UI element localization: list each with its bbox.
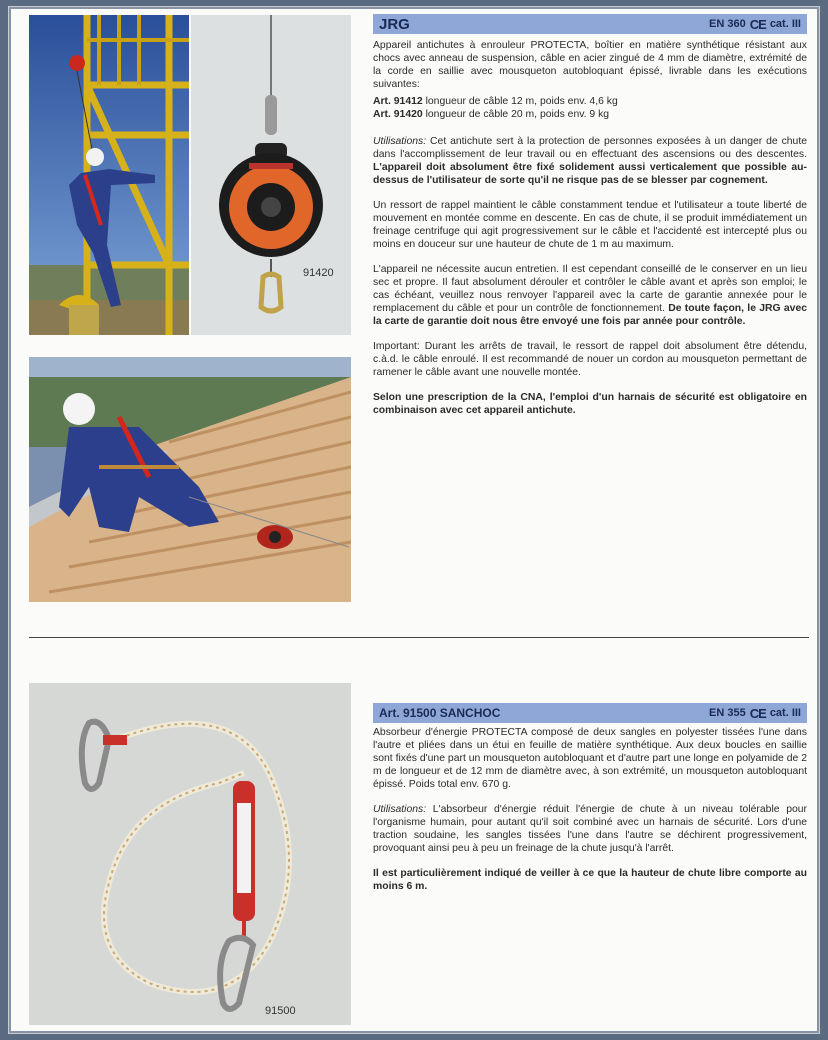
note-bold: Il est particulièrement indiqué de veiller à ce que la hauteur de chute libre comporte au moins 6 m.	[373, 868, 807, 892]
jrg-paragraph-maintenance	[373, 263, 807, 328]
jrg-standard-code: EN 360	[709, 18, 746, 30]
utilisations-text: L'absorbeur d'énergie réduit l'énergie de chute à un niveau tolérable pour l'organisme humain, pour autant qu'il soit combiné avec un harnais de sécurité. Lors d'une traction soudaine, les sangles tissées l'une dans l'autre se déchirent progressivement, provoquant ainsi peu à peu un freinage de la chute jusqu'à l'arrêt.	[373, 804, 807, 854]
jrg-title: JRG	[379, 15, 410, 33]
article-desc: longueur de câble 20 m, poids env. 9 kg	[425, 109, 610, 120]
maintenance-bold: De toute façon, le JRG avec la carte de garantie doit nous être envoyé une fois par année pour contrôle.	[373, 303, 807, 327]
photo-worker-scaffold	[29, 15, 189, 335]
jrg-paragraph-important: Important: Durant les arrêts de travail, le ressort de rappel doit absolument être détendu, c.à.d. le câble enroulé. Il est recommandé de nouer un cordon au mousqueton permettant de ramener le câble avant une nouvelle montée.	[373, 341, 807, 378]
utilisations-bold: L'appareil doit absolument être fixé solidement aussi verticalement que possible au-dessus de l'utilisateur de sorte qu'il ne risque pas de se blesser par cognement.	[373, 162, 807, 186]
jrg-standard	[709, 17, 801, 32]
sanchoc-header-bar	[373, 703, 807, 723]
sanchoc-category: cat. III	[769, 707, 801, 719]
photo-jrg-device	[191, 15, 351, 335]
sanchoc-title: Art. 91500 SANCHOC	[379, 706, 501, 720]
photo-label-91500: 91500	[265, 1005, 296, 1017]
photo-worker-roof	[29, 357, 351, 602]
jrg-description	[373, 39, 807, 429]
cna-bold: Selon une prescription de la CNA, l'emploi d'un harnais de sécurité est obligatoire en combinaison avec cet appareil antichute.	[373, 392, 807, 416]
photo-label-91420: 91420	[303, 267, 334, 279]
jrg-article-91420	[373, 108, 807, 121]
ce-mark-icon: CE	[749, 705, 766, 721]
catalog-page	[8, 6, 820, 1034]
article-code: Art. 91420	[373, 109, 423, 120]
jrg-category: cat. III	[769, 18, 801, 30]
ce-mark-icon: CE	[749, 16, 766, 32]
sanchoc-utilisations	[373, 803, 807, 855]
photo-sanchoc-lanyard	[29, 683, 351, 1025]
jrg-paragraph-cna	[373, 391, 807, 417]
jrg-header-bar	[373, 14, 807, 34]
maintenance-text: L'appareil ne nécessite aucun entretien. Il est cependant conseillé de le conserver en un lieu sec et propre. Il faut absolument dérouler et contrôler le câble avant et après son emploi; le cas échéant, veuillez nous renvoyer l'appareil avec la carte de garantie annexée pour le remplacement du câble et pour un contrôle de fonctionnement.	[373, 264, 807, 314]
section-divider	[29, 637, 809, 638]
sanchoc-description	[373, 726, 807, 905]
utilisations-label: Utilisations:	[373, 804, 427, 815]
article-code: Art. 91412	[373, 96, 423, 107]
jrg-utilisations	[373, 135, 807, 187]
jrg-intro: Appareil antichutes à enrouleur PROTECTA, boîtier en matière synthétique résistant aux chocs avec anneau de suspension, câble en acier zingué de 4 mm de diamètre, extrémité de la corde en saillie avec mousqueton autobloquant épissé, livrable dans les exécutions suivantes:	[373, 40, 807, 90]
jrg-article-91412	[373, 95, 807, 108]
utilisations-label: Utilisations:	[373, 136, 427, 147]
jrg-paragraph-spring: Un ressort de rappel maintient le câble constamment tendue et l'utilisateur a toute liberté de mouvement en montée comme en descente. En cas de chute, il se produit immédiatement un freinage centrifuge qui agit progressivement sur le câble et l'accidenté est intercepté plus ou moins en douceur sur une hauteur de chute de 1 m au maximum.	[373, 200, 807, 250]
article-desc: longueur de câble 12 m, poids env. 4,6 kg	[425, 96, 618, 107]
sanchoc-standard	[709, 706, 801, 721]
utilisations-text: Cet antichute sert à la protection de personnes exposées à un danger de chute dans l'accomplissement de leur travail ou en effectuant des ascensions ou des descentes.	[373, 136, 807, 160]
sanchoc-intro: Absorbeur d'énergie PROTECTA composé de deux sangles en polyester tissées l'une dans l'autre et pliées dans un étui en feuille de matière synthétique. Aux deux boucles en saillie sont fixés d'une part un mousqueton autobloquant et d'autre part une longe en polyamide de 2 m de longueur et de 12 mm de diamètre avec, à son extrémité, un mousqueton autobloquant épissé. Poids total env. 670 g.	[373, 727, 807, 790]
sanchoc-note	[373, 867, 807, 893]
sanchoc-standard-code: EN 355	[709, 707, 746, 719]
